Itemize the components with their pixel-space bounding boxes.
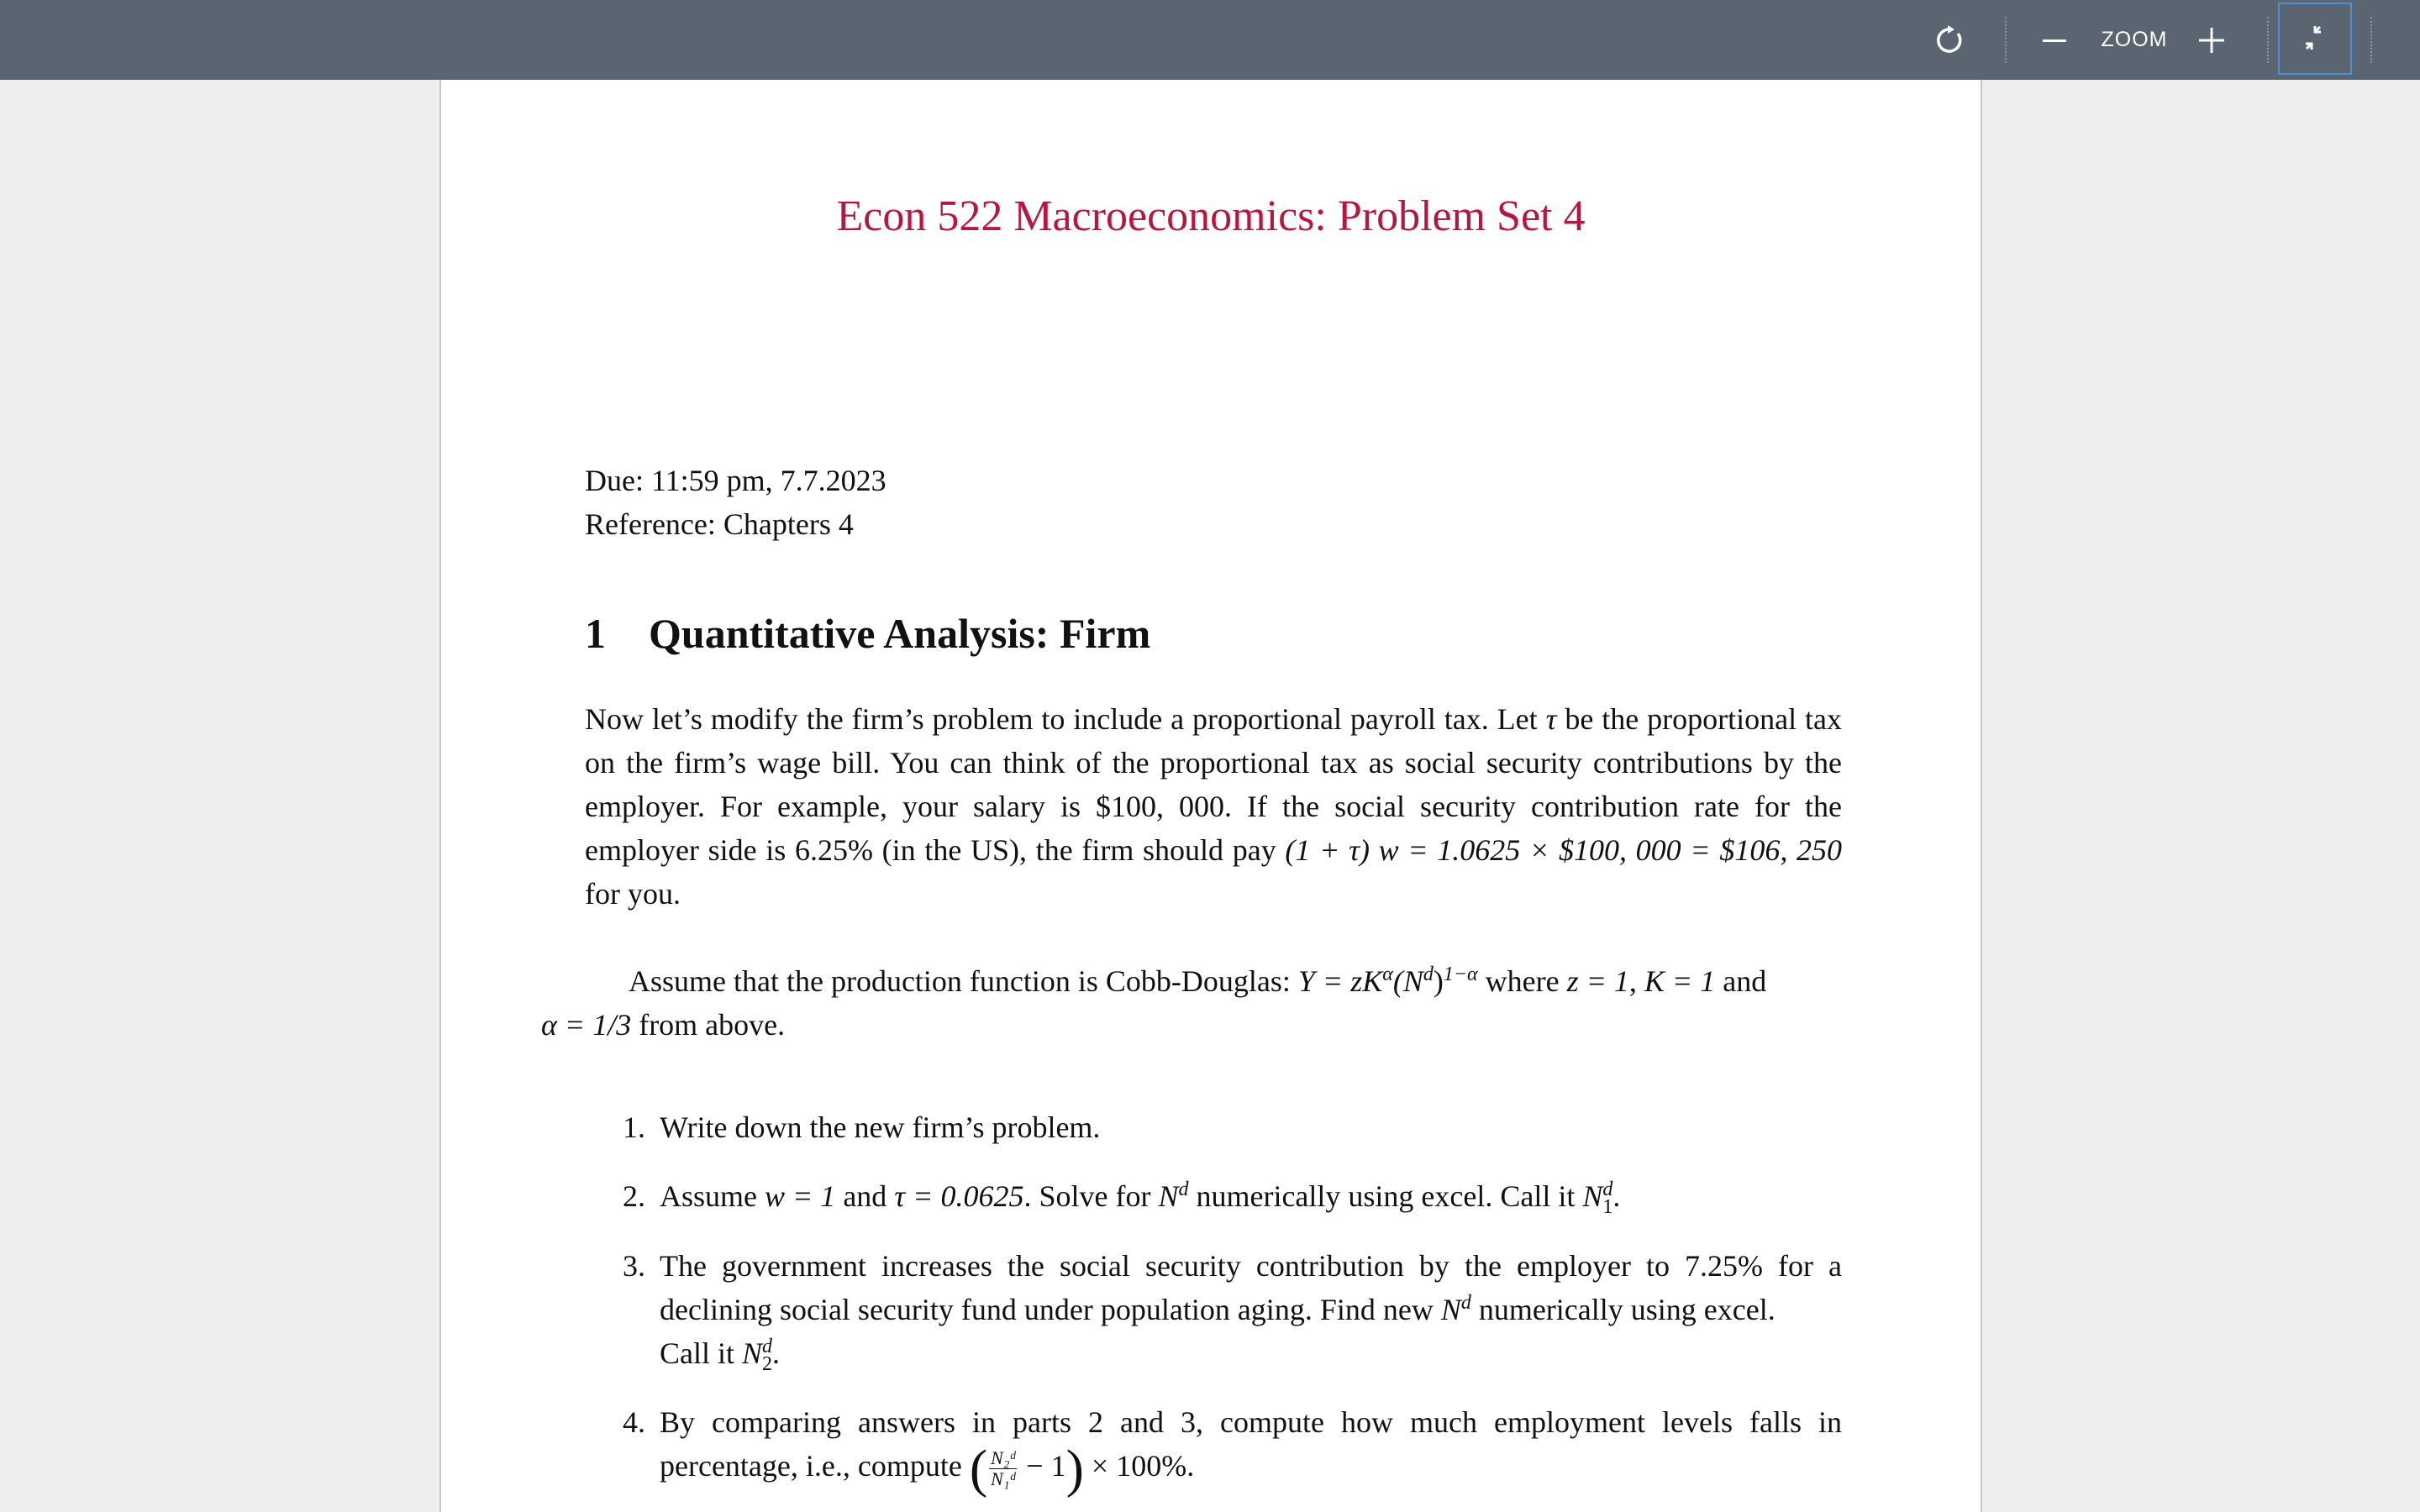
math-d-superscript: d (1178, 1179, 1189, 1200)
list-item (623, 1174, 1842, 1218)
math-k-value: K = 1 (1644, 964, 1716, 998)
fraction-numerator: N₂ᵈ (991, 1447, 1016, 1469)
list-item (623, 1400, 1842, 1499)
item3-text-a: The government increases the social security contribution by the employer to 7.25% for a declining social security fund under population aging. Find new (660, 1249, 1842, 1326)
math-wage-formula: (1 + τ) w = 1.0625 × $100, 000 = $106, 250 (1285, 833, 1843, 867)
math-production-function: Y = zK (1297, 964, 1383, 998)
math-minus-one: − 1 (1018, 1449, 1066, 1483)
math-n: N (1158, 1179, 1179, 1213)
math-z-value: z = 1 (1566, 964, 1629, 998)
item2-text-a: Assume (660, 1179, 765, 1213)
zoom-in-button[interactable] (2191, 0, 2233, 80)
exit-fullscreen-button[interactable] (2278, 3, 2352, 75)
math-tau: τ (1545, 702, 1557, 736)
fraction-denominator: N₁ᵈ (991, 1468, 1016, 1490)
section-heading (585, 609, 1150, 658)
math-alpha-value: α = 1/3 (541, 1008, 632, 1042)
list-item-number: 1. (623, 1110, 645, 1144)
math-open-paren: ( (969, 1438, 988, 1499)
math-times-100: × 100%. (1083, 1449, 1195, 1483)
toolbar-separator (2370, 17, 2372, 63)
math-alpha-exponent: α (1382, 963, 1393, 985)
list-item-number: 2. (623, 1179, 645, 1213)
para1-text-a: Now let’s modify the firm’s problem to include a proportional payroll tax. Let (585, 702, 1546, 736)
section-number: 1 (585, 610, 606, 657)
collapse-icon (2298, 22, 2332, 55)
list-item-text: Write down the new firm’s problem. (660, 1110, 1101, 1144)
item2-text-d: numerically using excel. Call it (1188, 1179, 1583, 1213)
math-fraction (989, 1448, 1017, 1489)
list-item (623, 1244, 1842, 1375)
math-one-minus-alpha: 1−α (1443, 963, 1478, 985)
item3-text-c: Call it (660, 1336, 742, 1370)
item2-text-c: . Solve for (1023, 1179, 1159, 1213)
reload-button[interactable] (1924, 0, 1975, 80)
math-d-superscript: d (762, 1336, 773, 1357)
list-item-number: 4. (623, 1405, 645, 1439)
math-close-paren: ) (1065, 1438, 1084, 1499)
item4-text-a: By comparing answers in parts 2 and 3, compute how much employment levels falls in percentage, i.e., compute (660, 1405, 1842, 1483)
math-labor: (N (1392, 964, 1423, 998)
item3-text-b: numerically using excel. (1470, 1293, 1776, 1326)
list-item (623, 1105, 1842, 1149)
para1-text-c: for you. (585, 877, 681, 911)
toolbar-separator (2005, 17, 2007, 63)
section-title: Quantitative Analysis: Firm (649, 610, 1151, 657)
item2-text-e: . (1612, 1179, 1621, 1213)
zoom-label: ZOOM (2101, 28, 2168, 51)
para2-text-d: from above. (631, 1008, 786, 1042)
para2-text-a: Assume that the production function is Cobb-Douglas: (629, 964, 1298, 998)
paragraph-intro (585, 697, 1842, 916)
math-close-paren: ) (1433, 964, 1444, 998)
plus-icon (2197, 26, 2226, 55)
toolbar (0, 0, 2420, 80)
minus-icon (2041, 27, 2068, 54)
math-n2: N (742, 1336, 763, 1370)
math-d-superscript: d (1602, 1179, 1613, 1200)
math-d-superscript: d (1423, 963, 1434, 985)
para1-text-b: be the proportional tax on the firm’s wage bill. You can think of the proportional tax as social security contributions by the employer. For example, your salary is $100, 000. If the social security contribution rate for the employer side is 6.25% (in the US), the firm should pay (585, 702, 1843, 867)
math-tau-value: τ = 0.0625 (894, 1179, 1024, 1213)
math-n1: N (1582, 1179, 1603, 1213)
para2-text-b: where (1477, 964, 1567, 998)
toolbar-separator (2267, 17, 2269, 63)
due-date: Due: 11:59 pm, 7.7.2023 (585, 464, 886, 497)
zoom-out-button[interactable] (2033, 0, 2075, 80)
document-title: Econ 522 Macroeconomics: Problem Set 4 (836, 192, 1586, 240)
item3-text-d: . (772, 1336, 781, 1370)
list-item-number: 3. (623, 1249, 645, 1283)
item2-text-b: and (835, 1179, 895, 1213)
paragraph-production (541, 959, 1842, 1047)
reload-icon (1933, 24, 1966, 57)
para2-comma: , (1628, 964, 1644, 998)
document-page (439, 80, 1982, 1512)
math-subscript-2: 2 (762, 1353, 773, 1376)
math-n: N (1440, 1293, 1461, 1326)
para2-text-c: and (1715, 964, 1767, 998)
reference: Reference: Chapters 4 (585, 507, 854, 541)
math-w-value: w = 1 (765, 1179, 836, 1213)
math-subscript-1: 1 (1602, 1196, 1613, 1219)
math-d-superscript: d (1460, 1292, 1471, 1314)
